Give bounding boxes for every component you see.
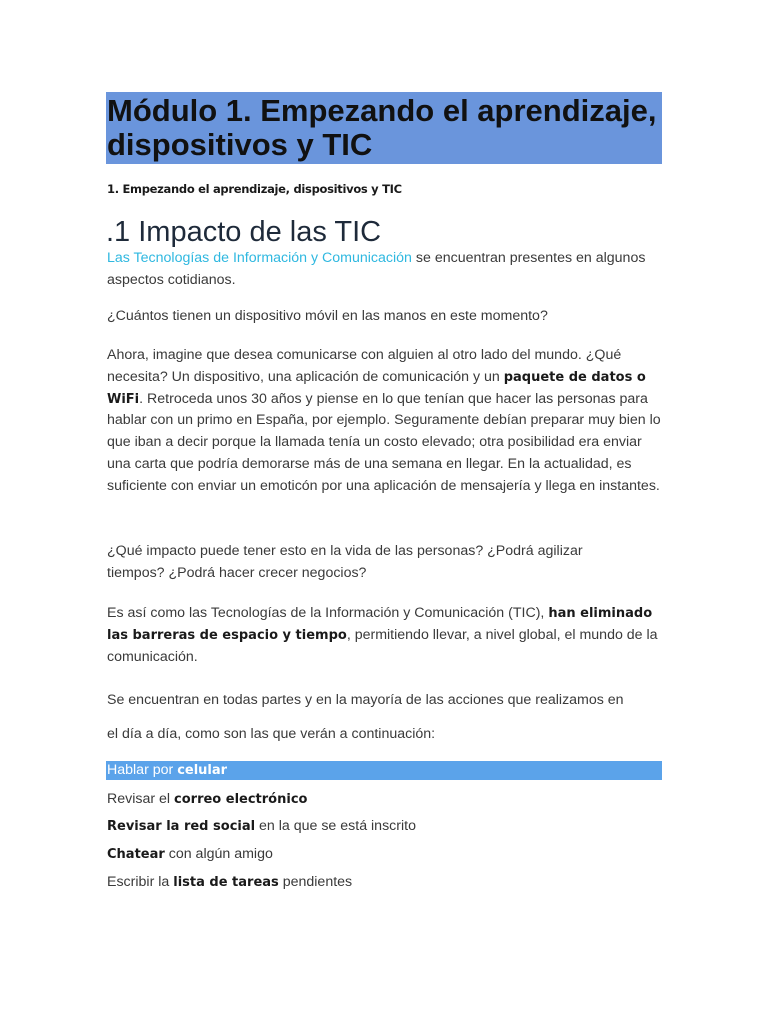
list-item-text: Hablar por — [107, 762, 178, 778]
bold-text: han eliminado las barreras de espacio y tiempo — [107, 606, 653, 643]
list-item-text: Revisar el — [107, 791, 175, 807]
communication-paragraph — [107, 345, 663, 498]
tic-barriers-paragraph — [107, 603, 663, 668]
tic-link[interactable]: Las Tecnologías de Información y Comunicación — [107, 250, 412, 266]
list-item — [107, 789, 307, 810]
question-paragraph: ¿Cuántos tienen un dispositivo móvil en las manos en este momento? — [107, 308, 548, 324]
list-item — [107, 844, 273, 865]
paragraph-text: . Retroceda unos 30 años y piense en lo que tenían que hacer las personas para hablar con un primo en España, por ejemplo. Seguramente debían preparar muy bien lo que iban a decir porque la llamada tenía un costo elevado; otra posibilidad era enviar una carta que podría demorarse más de una semana en llegar. En la actualidad, es suficiente con enviar un emoticón por una aplicación de mensajería y llega en instantes. — [107, 390, 661, 494]
intro-paragraph — [107, 248, 667, 292]
intro-text: se encuentran presentes en algunos aspectos cotidianos. — [107, 250, 646, 288]
list-item-text: con algún amigo — [164, 846, 273, 862]
list-item-text: pendientes — [278, 874, 353, 890]
everywhere-line-1: Se encuentran en todas partes y en la mayoría de las acciones que realizamos en — [107, 692, 624, 708]
list-item-bold: lista de tareas — [173, 875, 279, 890]
bold-text: paquete de datos o WiFi — [107, 369, 646, 407]
list-item-text: Escribir la — [107, 874, 174, 890]
paragraph-text: Es así como las Tecnologías de la Información y Comunicación (TIC), — [107, 605, 549, 621]
list-item-text: en la que se está inscrito — [255, 818, 416, 834]
everywhere-line-2: el día a día, como son las que verán a continuación: — [107, 726, 436, 742]
paragraph-text: , permitiendo llevar, a nivel global, el mundo de la comunicación. — [107, 626, 658, 665]
list-item-bold: Chatear — [107, 847, 165, 862]
paragraph-text: Ahora, imagine que desea comunicarse con alguien al otro lado del mundo. ¿Qué necesita? Un dispositivo, una aplicación de comunicación y un — [107, 347, 622, 385]
impact-questions-paragraph: ¿Qué impacto puede tener esto en la vida de las personas? ¿Podrá agilizar tiempos? ¿Podrá hacer crecer negocios? — [107, 543, 583, 581]
page-title: Módulo 1. Empezando el aprendizaje, dispositivos y TIC — [107, 93, 657, 162]
list-item — [107, 760, 227, 781]
list-item — [107, 872, 352, 893]
list-item-bold: Revisar la red social — [107, 819, 256, 834]
list-item-bold: correo electrónico — [174, 792, 308, 807]
title-banner — [106, 92, 662, 164]
subtitle: 1. Empezando el aprendizaje, dispositivos y TIC — [107, 182, 402, 196]
list-item — [107, 816, 416, 837]
section-heading: .1 Impacto de las TIC — [106, 216, 382, 248]
list-item-bold: celular — [177, 763, 228, 778]
